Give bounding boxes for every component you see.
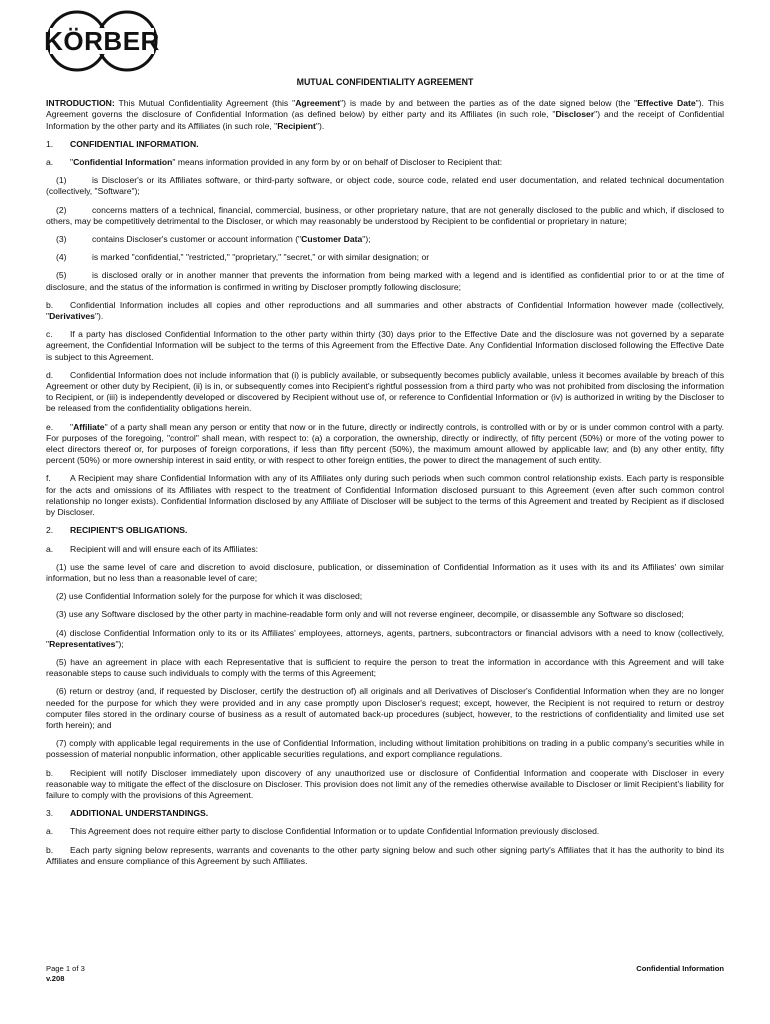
clause-1a-item-1: (1) is Discloser's or its Affiliates software, or third-party software, or object code, source code, related end user documentation, and related technical documentation (collectively, "Software"); bbox=[46, 175, 724, 197]
intro-lead: INTRODUCTION: bbox=[46, 98, 115, 109]
clause-2a-item-1: (1) use the same level of care and discretion to avoid disclosure, publication, or dissemination of Confidential Information as it uses with its and its Affiliates' own similar information, but no less than a reasonable level of care; bbox=[46, 561, 725, 583]
clause-1a-item-4: (4) is marked "confidential," "restricted," "proprietary," "secret," or with similar designation; or bbox=[56, 252, 430, 263]
clause-3b: b. Each party signing below represents, warrants and covenants to the other party signing below and such other signing party's Affiliates that it has the authority to bind its Affiliates and ensure compliance of this Agreement by such Affiliates. bbox=[46, 844, 724, 866]
clause-2a-item-6: (6) return or destroy (and, if requested by Discloser, certify the destruction of) all originals and all Derivatives of Discloser's Confidential Information when they are no longer needed for the purpose for which they were provided and in any case promptly upon Discloser's request; except, however, the Recipient is not required to return or destroy computer files stored in the ordinary course of business as a result of automated back-up procedures (subject, however, to the restrictions of confidentiality and limited use set forth herein); and bbox=[46, 686, 724, 730]
clause-1a-item-2: (2) concerns matters of a technical, financial, commercial, business, or other proprietary nature, that are not generally disclosed to the public and which, if disclosed to others, may be competitively detrimental to the Discloser, or which may reasonably be understood by Recipient to be confidential or proprietary in nature; bbox=[46, 204, 724, 226]
clause-1e: e. "Affiliate" of a party shall mean any person or entity that now or in the future, directly or indirectly controls, is controlled with or by or is under common control with a party. For purposes of the foregoing, "control" shall mean, with respect to: (a) a corporation, the ownership, directly or indirectly, of fifty percent (50%) or more of the voting power to elect directors thereof or, for purposes of foreign corporations, if less than fifty percent (50%), the maximum amount allowed by applicable law; and (b) any other entity, fifty percent (50%) or more ownership interest in said entity, or with respect to other foreign entities, the power to direct the management of such entity. bbox=[46, 421, 724, 466]
clause-2a-item-2: (2) use Confidential Information solely for the purpose for which it was disclosed; bbox=[56, 591, 363, 602]
version-label: v.208 bbox=[46, 974, 65, 983]
clause-1a-item-3: (3) contains Discloser's customer or account information ("Customer Data"); bbox=[56, 234, 371, 245]
document-title: MUTUAL CONFIDENTIALITY AGREEMENT bbox=[296, 77, 474, 87]
clause-2b: b. Recipient will notify Discloser immediately upon discovery of any unauthorized use or disclosure of Confidential Information and cooperate with Discloser in every reasonable way to mitigate the effect of the disclosure on Discloser. This provision does not limit any of the remedies otherwise available to Discloser or limit Recipient's liability for failure to comply with the provisions of this Agreement. bbox=[46, 767, 724, 800]
logo-text: KÖRBER bbox=[44, 26, 160, 56]
page-number: Page 1 of 3 bbox=[46, 964, 85, 973]
section-heading-2: 2. RECIPIENT'S OBLIGATIONS. bbox=[46, 525, 188, 536]
clause-2a: a. Recipient will and will ensure each of its Affiliates: bbox=[46, 543, 259, 554]
section-heading-1: 1. CONFIDENTIAL INFORMATION. bbox=[46, 138, 199, 149]
clause-2a-item-5: (5) have an agreement in place with each Representative that is sufficient to require the person to treat the information in accordance with this Agreement and will take reasonable steps to cause such individuals to comply with the terms of this Agreement; bbox=[46, 656, 725, 679]
clause-1c: c. If a party has disclosed Confidential Information to the other party within thirty (30) days prior to the Effective Date and the disclosure was not governed by a separate agreement, the Confidential Information will be subject to the terms of this Agreement from the Effective Date. Any Confidential Information disclosed following the Effective Date is subject to this Agreement. bbox=[46, 329, 724, 362]
korber-logo-icon bbox=[44, 8, 160, 74]
clause-1a-item-5: (5) is disclosed orally or in another manner that prevents the information from being marked with a legend and is identified as confidential prior to or at the time of disclosure, and the status of the information is confirmed in writing by Discloser promptly following disclosure; bbox=[46, 270, 724, 292]
agreement-body bbox=[46, 77, 724, 874]
confidential-label: Confidential Information bbox=[636, 964, 724, 973]
clause-1a: a. "Confidential Information" means information provided in any form by or on behalf of Discloser to Recipient that: bbox=[46, 157, 503, 168]
clause-3a: a. This Agreement does not require either party to disclose Confidential Information or to update Confidential Information previously disclosed. bbox=[46, 826, 600, 837]
introduction-paragraph: INTRODUCTION: This Mutual Confidentiality Agreement (this "Agreement") is made by and between the parties as of the date signed below (the "Effective Date"). This Agreement governs the disclosure of Confidential Information (as defined below) by either party and its Affiliates (in such role, "Discloser") and the receipt of Confidential Information by the other party and its Affiliates (in such role, "Recipient"). bbox=[46, 98, 725, 131]
clause-2a-item-3: (3) use any Software disclosed by the other party in machine-readable form only and will not reverse engineer, decompile, or disassemble any Software so disclosed; bbox=[56, 609, 684, 620]
clause-1f: f. A Recipient may share Confidential Information with any of its Affiliates only during such periods when such common control relationship exists. Each party is responsible for the acts and omissions of its Affiliates with respect to the treatment of Confidential Information disclosed pursuant to this Agreement (even after such common control relationship no longer exists). Confidential Information disclosed by any Affiliate of Discloser will be subject to the terms of this Agreement and treated by Recipient as if disclosed by Discloser. bbox=[46, 473, 724, 518]
section-heading-3: 3. ADDITIONAL UNDERSTANDINGS. bbox=[46, 808, 209, 819]
clause-2a-item-4: (4) disclose Confidential Information only to its or its Affiliates' employees, attorneys, agents, partners, subcontractors or financial advisors with a need to know (collectively, "Representatives"); bbox=[46, 627, 724, 649]
clause-1d: d. Confidential Information does not include information that (i) is publicly available, or subsequently becomes publicly available, unless it becomes available by breach of this Agreement or other duty by Recipient, (ii) is in, or subsequently comes into Recipient's rightful possession from a third party who was not prohibited from disclosing the information to Recipient, or (iii) is independently developed or discovered by Recipient without use of, or reference to Confidential Information or (iv) is authorized in writing by the Discloser to be released from the confidentiality obligations herein. bbox=[46, 369, 725, 414]
clause-2a-item-7: (7) comply with applicable legal requirements in the use of Confidential Information, including without limitation prohibitions on trading in a public company's securities while in possession of material nonpublic information, other applicable securities regulations, and export compliance regulations. bbox=[46, 738, 725, 760]
clause-1b: b. Confidential Information includes all copies and other reproductions and all summaries and other abstracts of Confidential Information however made (collectively, "Derivatives"). bbox=[46, 299, 724, 322]
